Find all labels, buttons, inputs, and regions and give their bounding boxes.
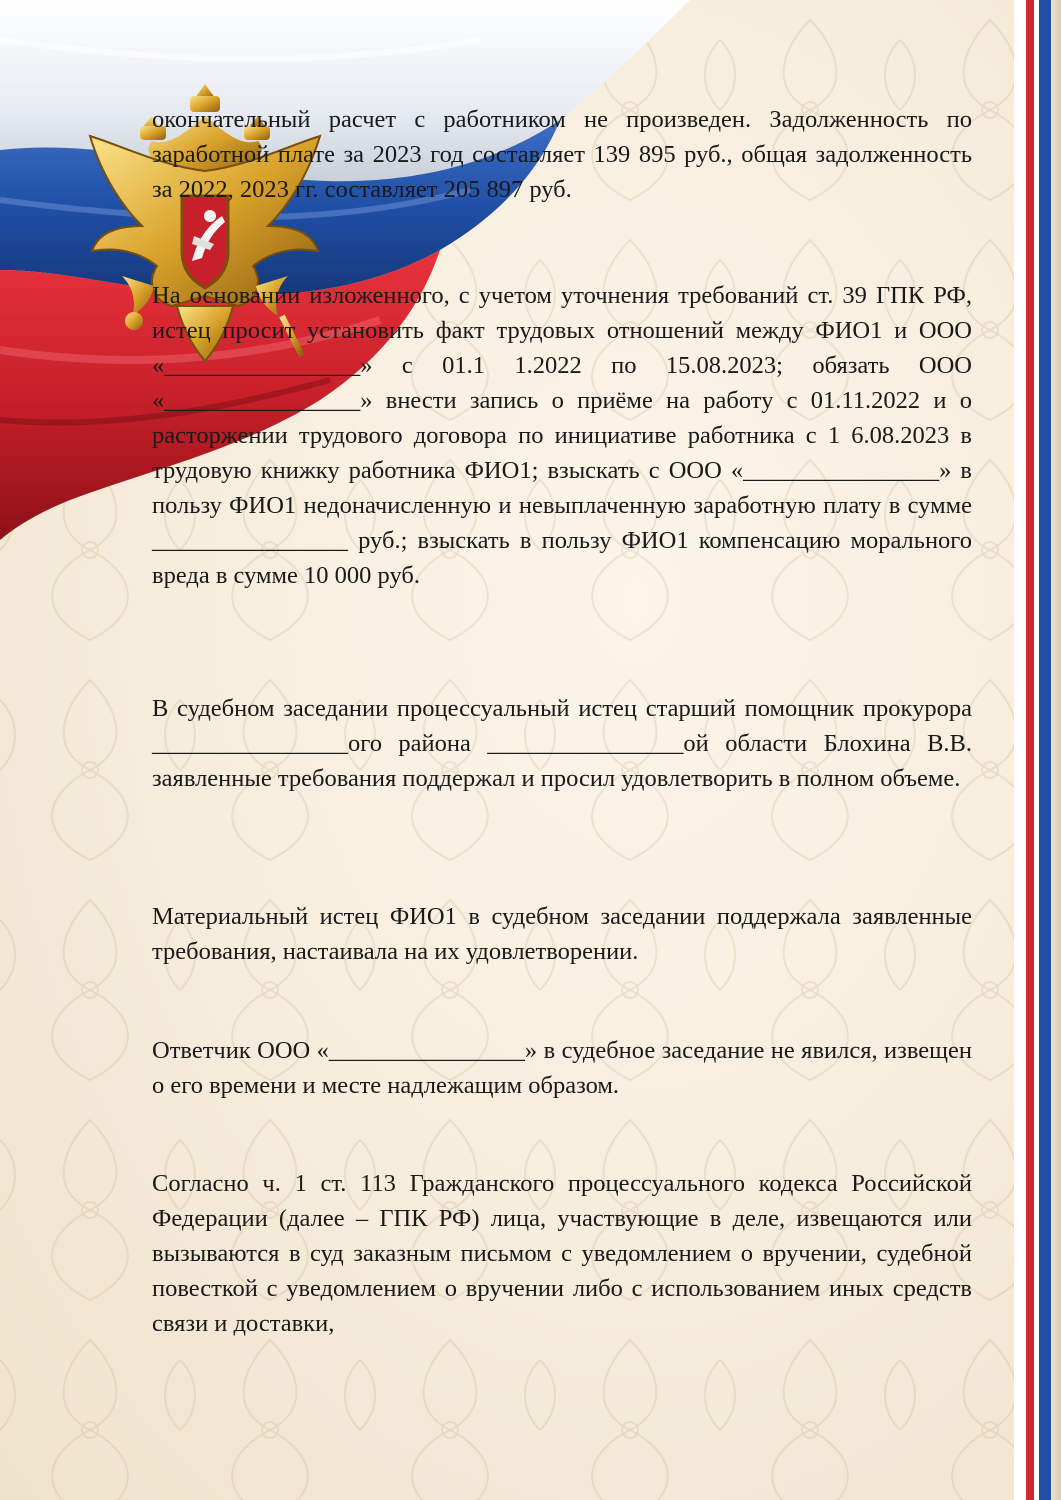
paragraph-debt-calculation: окончательный расчет с работником не произведен. Задолженность по заработной плате за 2023 год составляет 139 895 руб., общая задолженность за 2022, 2023 гг. составляет 205 897 руб. [152,106,972,203]
paragraph-plaintiff-position: Материальный истец ФИО1 в судебном заседании поддержала заявленные требования, настаивала на их удовлетворении. [152,903,972,965]
red-stripe [1026,0,1034,1500]
white-stripe [1014,0,1026,1500]
paragraph-notification-rule: Согласно ч. 1 ст. 113 Гражданского процессуального кодекса Российской Федерации (далее – ГПК РФ) лица, участвующие в деле, извещаются или вызываются в суд заказным письмом с уведомлением о вручении, судебной повесткой с уведомлением о вручении либо с использованием иных средств связи и доставки, [152,1170,972,1337]
paragraph-claims: На основании изложенного, с учетом уточнения требований ст. 39 ГПК РФ, истец просит установить факт трудовых отношений между ФИО1 и ООО «________________» с 01.1 1.2022 по 15.08.2023; обязать ООО «________________» внести запись о приёме на работу с 01.11.2022 и о расторжении трудового договора по инициативе работника с 1 6.08.2023 в трудовую книжку работника ФИО1; взыскать с ООО «________________» в пользу ФИО1 недоначисленную и невыплаченную заработную плату в сумме ________________ руб.; взыскать в пользу ФИО1 компенсацию морального вреда в сумме 10 000 руб. [152,282,972,589]
blue-stripe [1039,0,1051,1500]
edge-shade [1051,0,1061,1500]
paragraph-defendant-absence: Ответчик ООО «________________» в судебное заседание не явился, извещен о его времени и месте надлежащим образом. [152,1037,972,1099]
flag-side-stripes [1010,0,1061,1500]
paragraph-prosecutor-position: В судебном заседании процессуальный истец старший помощник прокурора ________________ого района ________________ой области Блохина В.В. заявленные требования поддержал и просил удовлетворить в полном объеме. [152,695,972,792]
